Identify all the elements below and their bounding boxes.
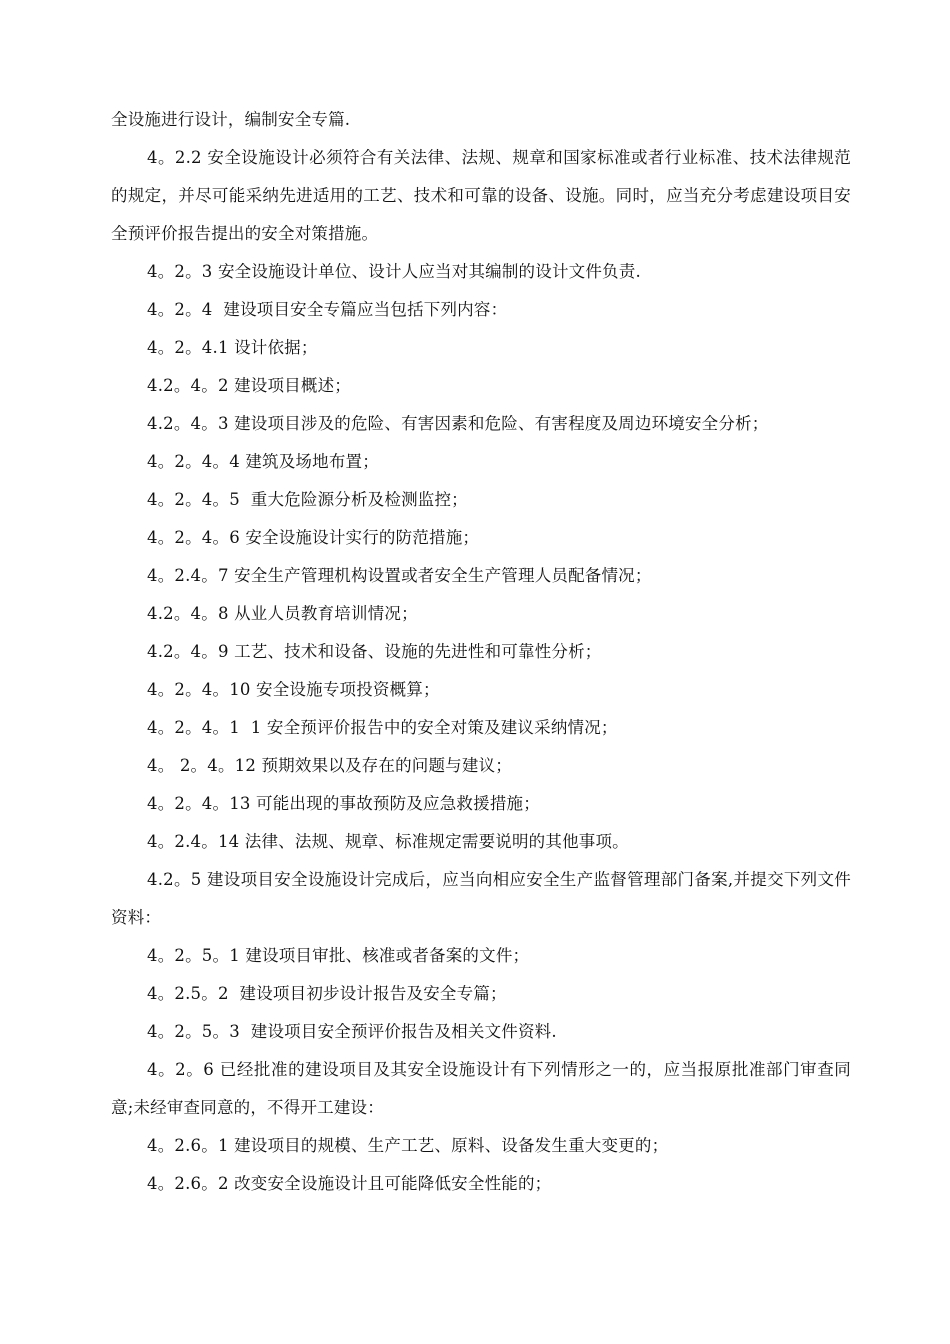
document-body xyxy=(111,101,851,1203)
paragraph: 4。2。4 建设项目安全专篇应当包括下列内容： xyxy=(147,300,508,319)
paragraph: 4。 2。4。12 预期效果以及存在的问题与建议； xyxy=(147,756,512,775)
paragraph: 4.2。5 建设项目安全设施设计完成后，应当向相应安全生产监督管理部门备案,并提交下列文件资料： xyxy=(111,870,851,927)
paragraph: 4。2。4。5 重大危险源分析及检测监控； xyxy=(147,490,468,509)
paragraph: 4。2。4。1 1 安全预评价报告中的安全对策及建议采纳情况； xyxy=(147,718,618,737)
paragraph: 4。2。6 已经批准的建设项目及其安全设施设计有下列情形之一的，应当报原批准部门审查同意;未经审查同意的，不得开工建设： xyxy=(111,1060,851,1117)
paragraph: 全设施进行设计，编制安全专篇. xyxy=(111,110,351,129)
paragraph: 4。2。4。10 安全设施专项投资概算； xyxy=(147,680,440,699)
paragraph: 4。2.6。2 改变安全设施设计且可能降低安全性能的； xyxy=(147,1174,552,1193)
paragraph: 4。2.2 安全设施设计必须符合有关法律、法规、规章和国家标准或者行业标准、技术法律规范的规定，并尽可能采纳先进适用的工艺、技术和可靠的设备、设施。同时，应当充分考虑建设项目安全预评价报告提出的安全对策措施。 xyxy=(111,148,851,243)
paragraph: 4。2.5。2 建设项目初步设计报告及安全专篇； xyxy=(147,984,507,1003)
paragraph: 4。2.6。1 建设项目的规模、生产工艺、原料、设备发生重大变更的； xyxy=(147,1136,669,1155)
paragraph: 4。2。4.1 设计依据； xyxy=(147,338,318,357)
paragraph: 4。2。4。13 可能出现的事故预防及应急救援措施； xyxy=(147,794,540,813)
paragraph: 4。2.4。14 法律、法规、规章、标准规定需要说明的其他事项。 xyxy=(147,832,629,851)
paragraph: 4。2。4。4 建筑及场地布置； xyxy=(147,452,379,471)
paragraph: 4.2。4。9 工艺、技术和设备、设施的先进性和可靠性分析； xyxy=(147,642,602,661)
paragraph: 4。2。4。6 安全设施设计实行的防范措施； xyxy=(147,528,480,547)
paragraph: 4。2。5。3 建设项目安全预评价报告及相关文件资料. xyxy=(147,1022,557,1041)
paragraph: 4.2。4。8 从业人员教育培训情况； xyxy=(147,604,418,623)
paragraph: 4.2。4。3 建设项目涉及的危险、有害因素和危险、有害程度及周边环境安全分析； xyxy=(147,414,769,433)
paragraph: 4。2.4。7 安全生产管理机构设置或者安全生产管理人员配备情况； xyxy=(147,566,652,585)
paragraph: 4。2。3 安全设施设计单位、设计人应当对其编制的设计文件负责. xyxy=(147,262,641,281)
paragraph: 4.2。4。2 建设项目概述； xyxy=(147,376,351,395)
paragraph: 4。2。5。1 建设项目审批、核准或者备案的文件； xyxy=(147,946,530,965)
